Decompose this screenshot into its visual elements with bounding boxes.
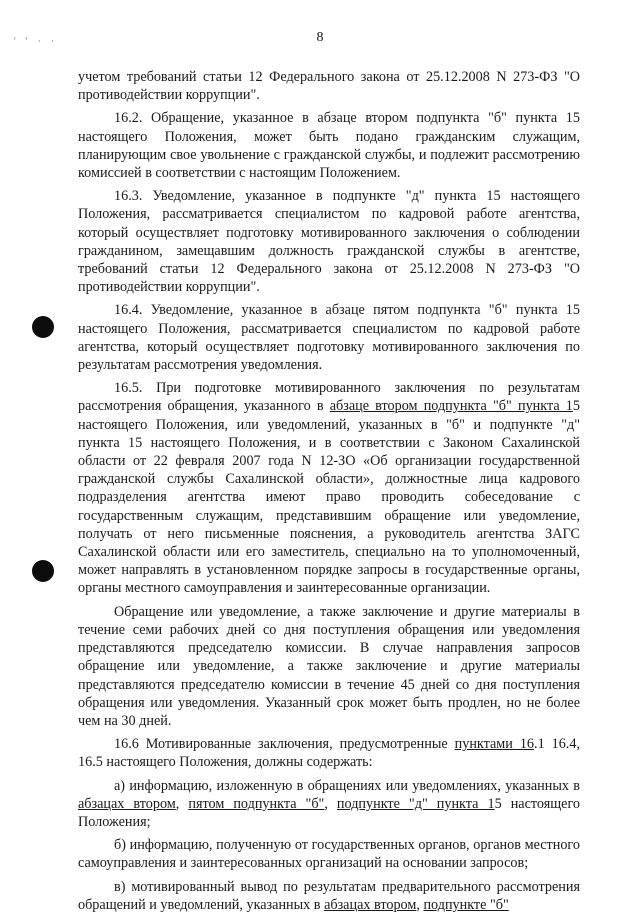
paragraph-text: 5 настоящего Положения;	[78, 795, 581, 830]
paragraph-text: ,	[324, 795, 337, 812]
paragraph-p16-4	[78, 301, 580, 374]
paragraph-p-a	[78, 777, 580, 832]
document-link[interactable]: пунктами 16	[454, 736, 535, 753]
paragraph-p-v	[78, 878, 580, 914]
paragraph-text: 16.4. Уведомление, указанное в абзаце пятом подпункта "б" пункта 15 настоящего Положения, рассматривается специалистом по кадровой работе агентства, который осуществляет подготовку мотивированного заключения по результатам рассмотрения уведомления.	[78, 302, 580, 374]
paragraph-text: ,	[175, 795, 189, 812]
page-number: 8	[316, 30, 324, 45]
paragraph-p16-6	[78, 735, 580, 771]
document-link[interactable]: абзаце втором подпункта "б" пункта 1	[329, 398, 573, 415]
paragraph-p-obr	[78, 603, 580, 730]
paragraph-p-b	[78, 836, 580, 872]
paragraph-text: учетом требований статьи 12 Федерального закона от 25.12.2008 N 273-ФЗ "О противодействии коррупции".	[78, 69, 580, 104]
paragraph-text: Обращение или уведомление, а также заключение и другие материалы в течение семи рабочих дней со дня поступления обращения или уведомления представляются председателю комиссии. В случае направления запросов обращение или уведомление, а также заключение и другие материалы представляются председателю комиссии в течение 45 дней со дня поступления обращения или уведомления. Указанный срок может быть продлен, но не более чем на 30 дней.	[78, 603, 580, 729]
punch-hole-top	[32, 316, 54, 338]
document-link[interactable]: подпункте "д" пункта 1	[336, 795, 495, 812]
paragraph-p16-5	[78, 379, 580, 597]
paragraph-text: 16.2. Обращение, указанное в абзаце втором подпункта "б" пункта 15 настоящего Положения, может быть подано гражданским служащим, планирующим свое увольнение с гражданской службы, и подлежит рассмотрению комиссией в соответствии с настоящим Положением.	[78, 110, 580, 182]
punch-hole-bottom	[32, 560, 54, 582]
paragraph-p16-3	[78, 187, 580, 296]
paragraph-text: б) информацию, полученную от государственных органов, органов местного самоуправления и заинтересованных организаций на основании запросов;	[78, 837, 580, 872]
paragraph-text: а) информацию, изложенную в обращениях или уведомлениях, указанных в	[114, 777, 580, 794]
paragraph-text: 16.6 Мотивированные заключения, предусмотренные	[114, 736, 455, 753]
paragraph-text: в) мотивированный вывод по результатам предварительного рассмотрения обращений и уведомлений, указанных в	[78, 878, 580, 913]
paragraph-text: 16.5. При подготовке мотивированного заключения по результатам рассмотрения обращения, указанного в	[78, 380, 580, 415]
paragraph-p0	[78, 68, 580, 104]
document-link[interactable]: пятом подпункта "б"	[188, 795, 325, 812]
paragraph-text: ,	[416, 896, 424, 913]
paragraph-text: 5 настоящего Положения, или уведомлений, указанных в "б" и подпункте "д" пункта 15 настоящего Положения, и в соответствии с Законом Сахалинской области от 22 февраля 2007 года N 12-ЗО «Об организации государственной гражданской службы Сахалинской области», должностные лица кадрового подразделения агентства имеют право проводить собеседование с государственным служащим, представившим обращение или уведомление, получать от него письменные пояснения, а руководитель агентства ЗАГС Сахалинской области или его заместитель, специально на то уполномоченный, может направлять в установленном порядке запросы в государственные органы, органы местного самоуправления и заинтересованные организации.	[78, 398, 580, 597]
document-link[interactable]: подпункте "б"	[423, 896, 509, 913]
paragraph-text: 16.3. Уведомление, указанное в подпункте "д" пункта 15 настоящего Положения, рассматривается специалистом по кадровой работе агентства, который осуществляет подготовку мотивированного заключения о соблюдении гражданином, замещавшим должность гражданской службы в агентстве, требований статьи 12 Федерального закона от 25.12.2008 N 273-ФЗ "О противодействии коррупции".	[78, 188, 580, 296]
document-link[interactable]: абзацах втором	[324, 896, 417, 913]
paragraph-text: .1 16.4, 16.5 настоящего Положения, должны содержать:	[78, 736, 580, 771]
document-link[interactable]: абзацах втором	[78, 795, 176, 812]
scan-specks: ' ' · ·	[14, 36, 58, 46]
document-body	[78, 68, 580, 914]
paragraph-p16-2	[78, 109, 580, 182]
